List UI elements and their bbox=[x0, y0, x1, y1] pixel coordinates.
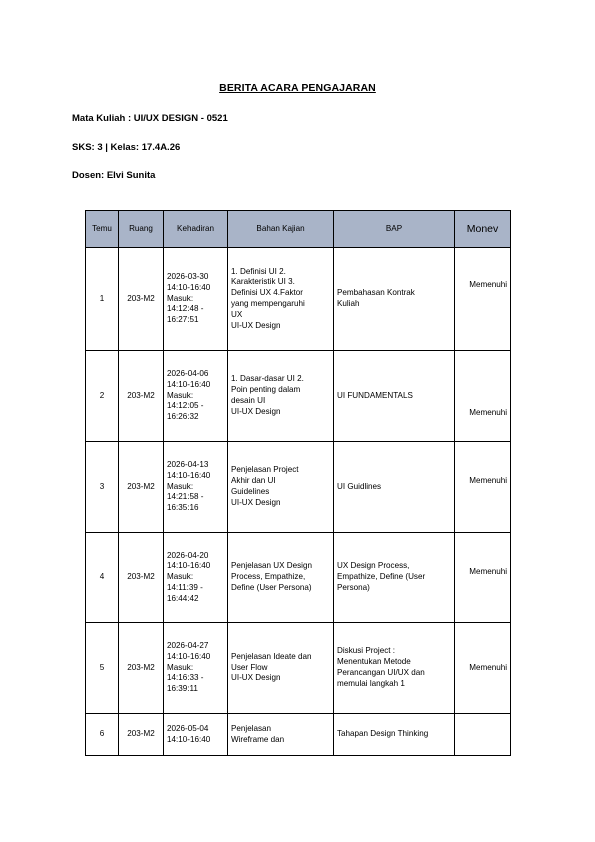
cell-ruang: 203-M2 bbox=[119, 442, 164, 533]
cell-kehadiran bbox=[164, 442, 228, 533]
bahan-line: Penjelasan Project bbox=[231, 465, 299, 475]
course-info: Mata Kuliah : UI/UX DESIGN - 0521 bbox=[72, 113, 228, 124]
bahan-line: Akhir dan UI bbox=[231, 476, 276, 486]
attendance-out-time: 16:35:16 bbox=[167, 503, 199, 513]
cell-monev: Memenuhi bbox=[455, 351, 511, 442]
bap-line: Persona) bbox=[337, 582, 370, 592]
cell-bap bbox=[334, 714, 455, 756]
bahan-line: UI-UX Design bbox=[231, 673, 281, 683]
bap-line: UI Guidlines bbox=[337, 481, 382, 491]
bap-line: Empathize, Define (User bbox=[337, 572, 426, 582]
bap-line: Diskusi Project : bbox=[337, 646, 396, 656]
cell-monev: Memenuhi bbox=[455, 623, 511, 714]
bap-line: UX Design Process, bbox=[337, 561, 410, 571]
cell-bap bbox=[334, 442, 455, 533]
cell-bahan-kajian bbox=[228, 351, 334, 442]
bahan-line: UI-UX Design bbox=[231, 320, 281, 330]
document-title: BERITA ACARA PENGAJARAN bbox=[219, 82, 376, 94]
attendance-schedule: 14:10-16:40 bbox=[167, 282, 211, 292]
attendance-out-time: 16:27:51 bbox=[167, 315, 199, 325]
bahan-line: UI-UX Design bbox=[231, 497, 281, 507]
bahan-line: Wireframe dan bbox=[231, 734, 285, 744]
cell-monev bbox=[455, 714, 511, 756]
header-kehadiran: Kehadiran bbox=[164, 211, 228, 248]
bap-line: UI FUNDAMENTALS bbox=[337, 390, 413, 400]
header-bap: BAP bbox=[334, 211, 455, 248]
bahan-line: 1. Dasar-dasar UI 2. bbox=[231, 374, 304, 384]
bahan-line: Penjelasan Ideate dan bbox=[231, 651, 312, 661]
bahan-line: Process, Empathize, bbox=[231, 572, 306, 582]
attendance-date: 2026-05-04 bbox=[167, 723, 209, 733]
bap-line: Tahapan Design Thinking bbox=[337, 729, 429, 739]
bahan-line: 1. Definisi UI 2. bbox=[231, 266, 286, 276]
attendance-masuk-label: Masuk: bbox=[167, 293, 194, 303]
cell-bap bbox=[334, 623, 455, 714]
attendance-out-time: 16:39:11 bbox=[167, 684, 198, 694]
cell-monev: Memenuhi bbox=[455, 248, 511, 351]
header-temu: Temu bbox=[86, 211, 119, 248]
teaching-record-table bbox=[85, 210, 511, 756]
bap-line: memulai langkah 1 bbox=[337, 678, 405, 688]
cell-bap bbox=[334, 248, 455, 351]
cell-ruang: 203-M2 bbox=[119, 351, 164, 442]
cell-bahan-kajian bbox=[228, 442, 334, 533]
header-ruang: Ruang bbox=[119, 211, 164, 248]
attendance-in-time: 14:21:58 - bbox=[167, 492, 204, 502]
bahan-line: UX bbox=[231, 309, 243, 319]
header-bahan-kajian: Bahan Kajian bbox=[228, 211, 334, 248]
cell-ruang: 203-M2 bbox=[119, 714, 164, 756]
attendance-date: 2026-03-30 bbox=[167, 272, 209, 281]
bahan-line: Guidelines bbox=[231, 487, 270, 496]
bap-line: Kuliah bbox=[337, 299, 360, 308]
bahan-line: User Flow bbox=[231, 662, 268, 672]
cell-bahan-kajian bbox=[228, 248, 334, 351]
cell-bahan-kajian bbox=[228, 533, 334, 623]
cell-kehadiran bbox=[164, 533, 228, 623]
header-monev: Monev bbox=[455, 211, 511, 248]
attendance-masuk-label: Masuk: bbox=[167, 662, 194, 672]
attendance-in-time: 14:11:39 - bbox=[167, 582, 203, 592]
bahan-line: yang mempengaruhi bbox=[231, 299, 305, 308]
attendance-masuk-label: Masuk: bbox=[167, 390, 194, 400]
attendance-schedule: 14:10-16:40 bbox=[167, 651, 211, 661]
bahan-line: Karakteristik UI 3. bbox=[231, 277, 295, 287]
bap-line: Perancangan UI/UX dan bbox=[337, 668, 425, 677]
bahan-line: Penjelasan bbox=[231, 723, 272, 733]
cell-temu: 3 bbox=[86, 442, 119, 533]
cell-kehadiran bbox=[164, 714, 228, 756]
attendance-date: 2026-04-13 bbox=[167, 460, 209, 469]
cell-ruang: 203-M2 bbox=[119, 623, 164, 714]
cell-monev: Memenuhi bbox=[455, 533, 511, 623]
bap-line: Menentukan Metode bbox=[337, 657, 411, 667]
cell-temu: 6 bbox=[86, 714, 119, 756]
table-row bbox=[86, 714, 511, 756]
cell-bahan-kajian bbox=[228, 714, 334, 756]
cell-ruang: 203-M2 bbox=[119, 533, 164, 623]
attendance-date: 2026-04-06 bbox=[167, 369, 209, 378]
lecturer-info: Dosen: Elvi Sunita bbox=[72, 170, 156, 181]
table-row bbox=[86, 442, 511, 533]
cell-temu: 2 bbox=[86, 351, 119, 442]
attendance-in-time: 14:12:05 - bbox=[167, 401, 204, 411]
table-row bbox=[86, 248, 511, 351]
cell-temu: 5 bbox=[86, 623, 119, 714]
attendance-in-time: 14:16:33 - bbox=[167, 673, 204, 683]
table-row bbox=[86, 533, 511, 623]
cell-bap bbox=[334, 351, 455, 442]
table-row bbox=[86, 351, 511, 442]
cell-bahan-kajian bbox=[228, 623, 334, 714]
attendance-schedule: 14:10-16:40 bbox=[167, 561, 211, 571]
sks-class-info: SKS: 3 | Kelas: 17.4A.26 bbox=[72, 142, 181, 153]
bahan-line: Define (User Persona) bbox=[231, 582, 312, 592]
cell-kehadiran bbox=[164, 351, 228, 442]
cell-ruang: 203-M2 bbox=[119, 248, 164, 351]
cell-temu: 4 bbox=[86, 533, 119, 623]
attendance-out-time: 16:44:42 bbox=[167, 593, 199, 603]
attendance-date: 2026-04-27 bbox=[167, 641, 209, 650]
bahan-line: Penjelasan UX Design bbox=[231, 561, 312, 571]
bap-line: Pembahasan Kontrak bbox=[337, 288, 415, 298]
attendance-schedule: 14:10-16:40 bbox=[167, 734, 211, 744]
bahan-line: UI-UX Design bbox=[231, 406, 281, 416]
attendance-date: 2026-04-20 bbox=[167, 550, 209, 560]
bahan-line: Poin penting dalam bbox=[231, 385, 301, 395]
attendance-out-time: 16:26:32 bbox=[167, 412, 199, 422]
table-header-row bbox=[86, 211, 511, 248]
cell-monev: Memenuhi bbox=[455, 442, 511, 533]
cell-kehadiran bbox=[164, 623, 228, 714]
table-row bbox=[86, 623, 511, 714]
bahan-line: desain UI bbox=[231, 396, 266, 405]
attendance-in-time: 14:12:48 - bbox=[167, 304, 204, 314]
bahan-line: Definisi UX 4.Faktor bbox=[231, 288, 303, 298]
attendance-schedule: 14:10-16:40 bbox=[167, 470, 211, 480]
attendance-schedule: 14:10-16:40 bbox=[167, 379, 211, 389]
cell-kehadiran bbox=[164, 248, 228, 351]
attendance-masuk-label: Masuk: bbox=[167, 572, 194, 582]
cell-bap bbox=[334, 533, 455, 623]
cell-temu: 1 bbox=[86, 248, 119, 351]
attendance-masuk-label: Masuk: bbox=[167, 481, 194, 491]
